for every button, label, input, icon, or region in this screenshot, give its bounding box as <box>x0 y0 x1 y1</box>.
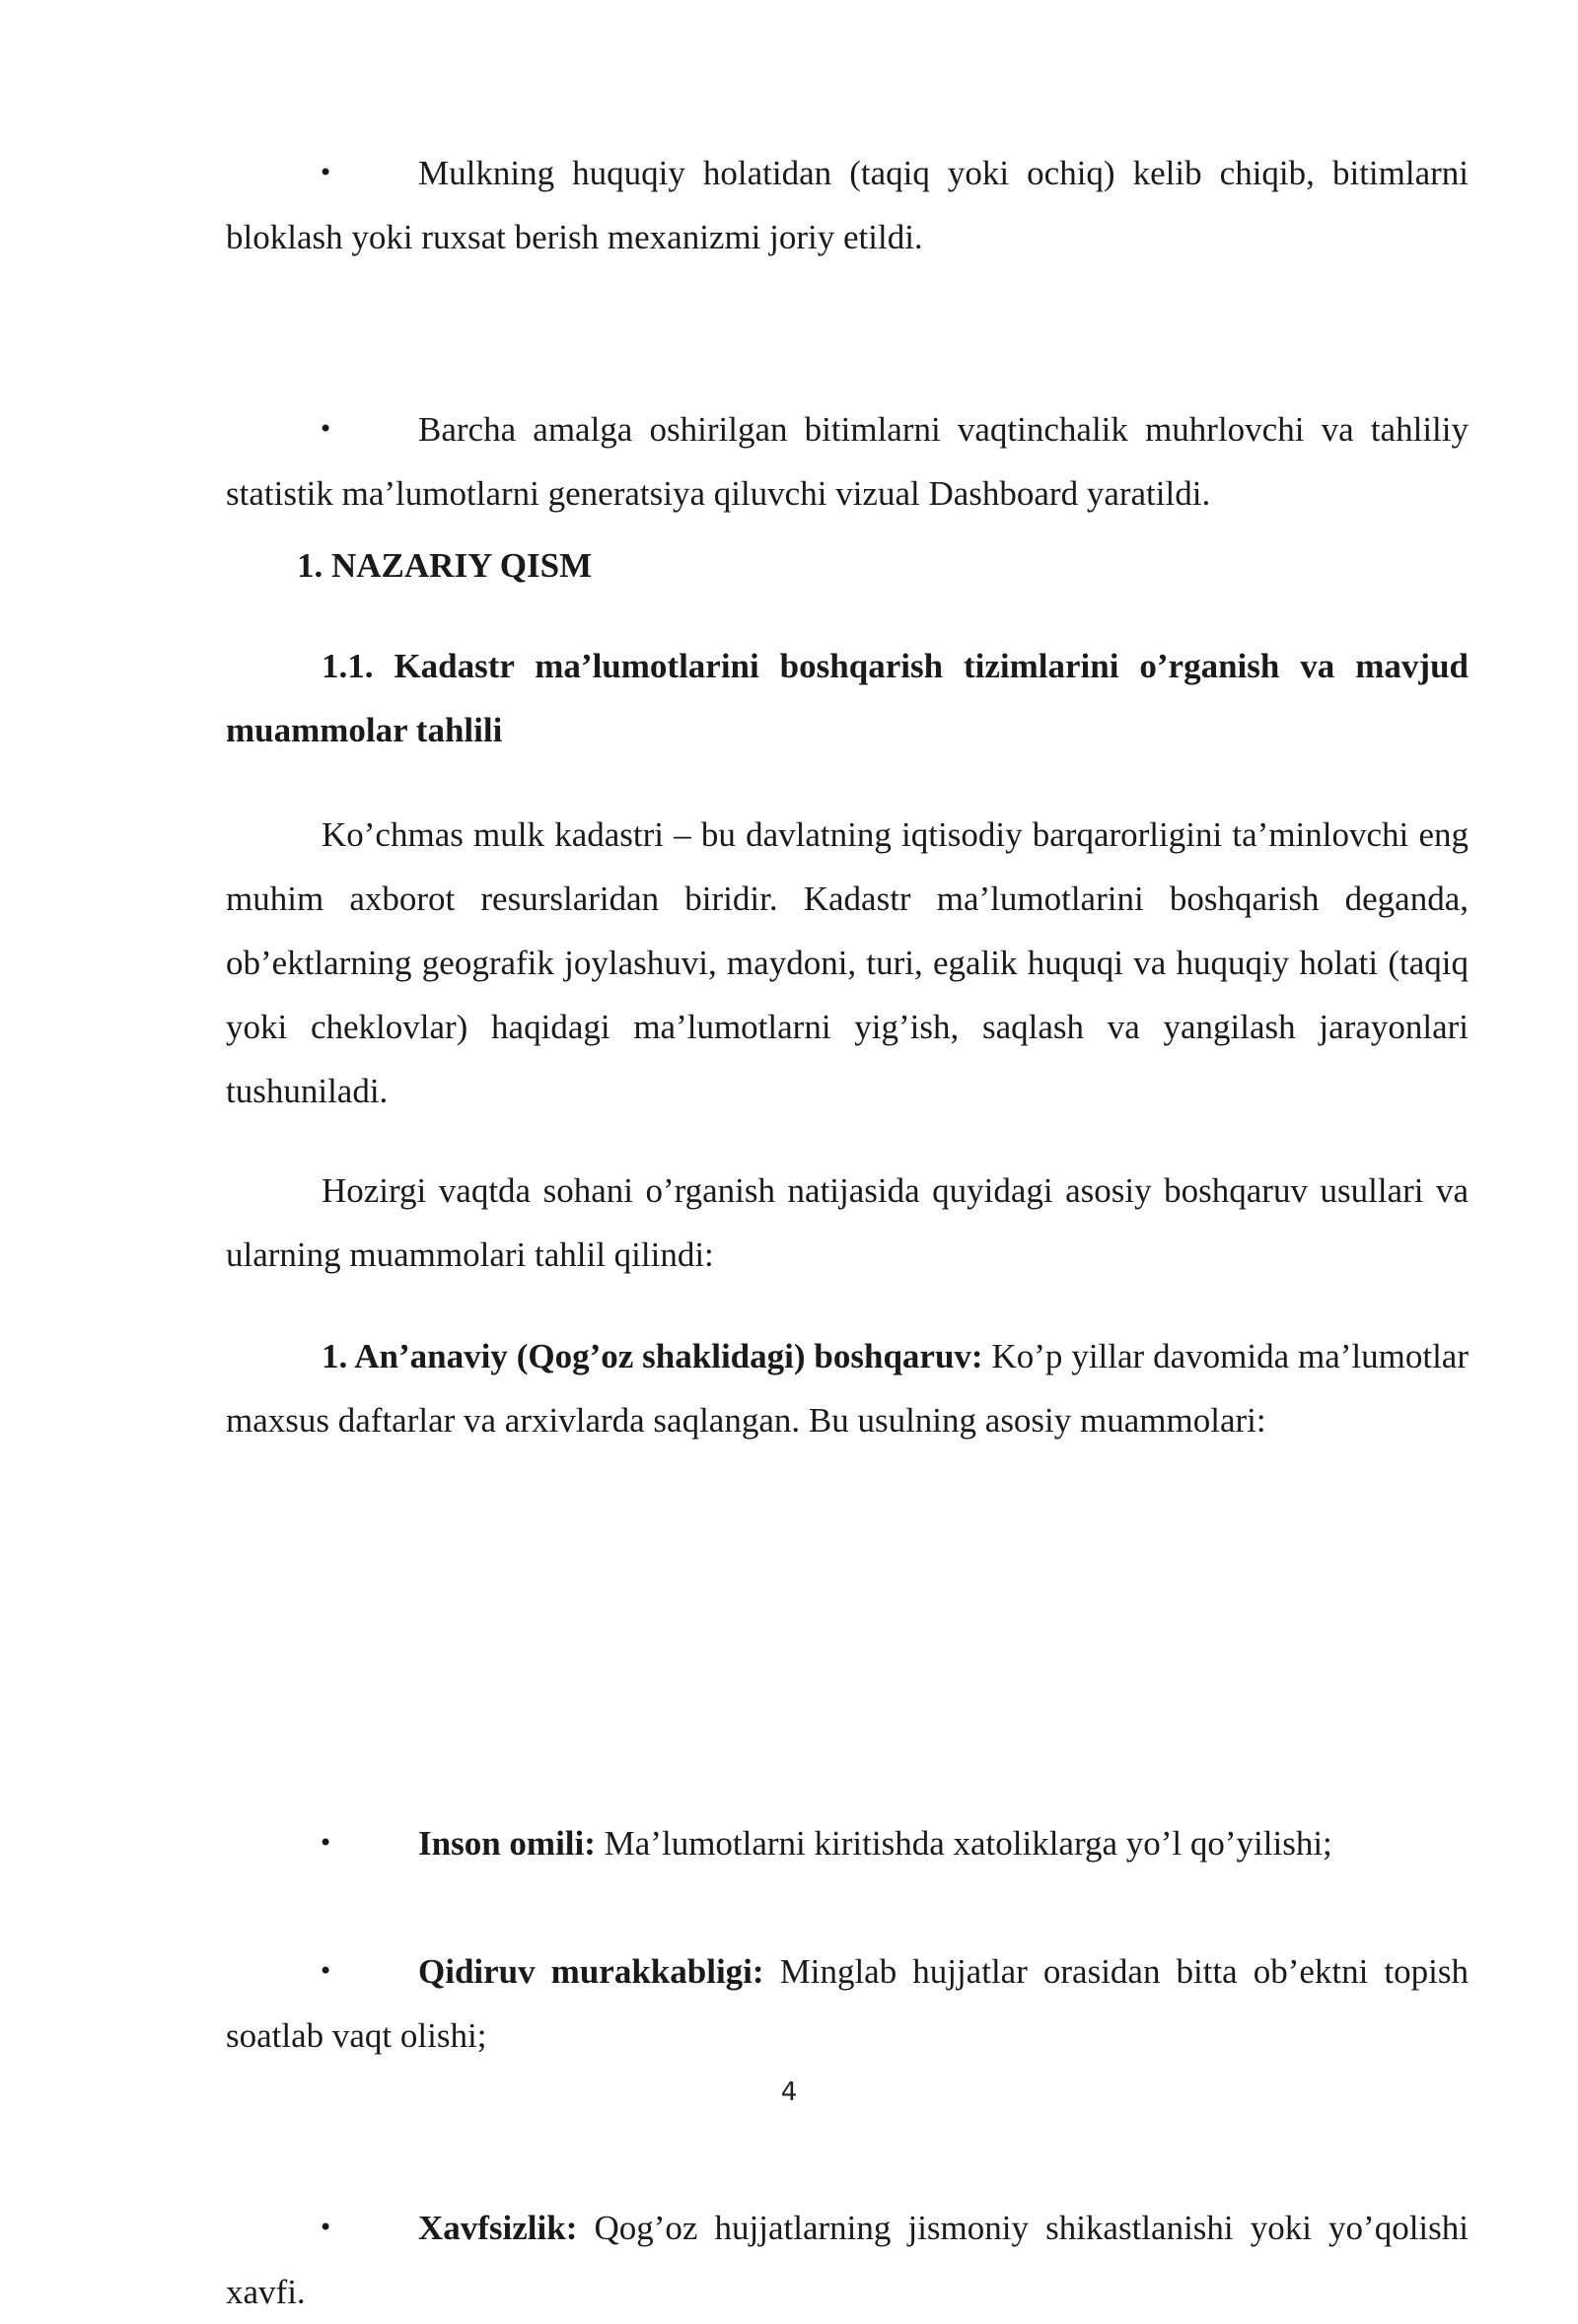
problem-term: Inson omili: <box>418 1824 596 1863</box>
section-heading: 1. NAZARIY QISM <box>297 546 593 585</box>
problem-item <box>226 1811 1469 1875</box>
bullet-icon: • <box>319 1829 333 1857</box>
problem-text: Qog’oz hujjatlarning jismoniy shikastlanishi yoki yo’qolishi xavfi. <box>226 2209 1469 2311</box>
problem-item <box>226 2196 1469 2324</box>
bullet-icon: • <box>319 415 333 443</box>
subsection-heading: 1.1. Kadastr ma’lumotlarini boshqarish tizimlarini o’rganish va mavjud muammolar tahlili <box>226 647 1469 749</box>
bullet-text: Barcha amalga oshirilgan bitimlarni vaqtinchalik muhrlovchi va tahliliy statistik ma’lumotlarni generatsiya qiluvchi vizual Dashboard yaratildi. <box>226 410 1469 513</box>
bullet-icon: • <box>319 1957 333 1985</box>
bullet-item <box>226 397 1469 526</box>
problem-item <box>226 1939 1469 2068</box>
bullet-item <box>226 141 1469 269</box>
bullet-icon: • <box>319 159 333 186</box>
numbered-item-text: Ko’p yillar davomida ma’lumotlar maxsus daftarlar va arxivlarda saqlangan. Bu usulning asosiy muammolari: <box>226 1337 1469 1440</box>
bullet-icon: • <box>319 2214 333 2241</box>
problem-term: Qidiruv murakkabligi: <box>418 1952 764 1991</box>
bullet-text: Mulkning huquqiy holatidan (taqiq yoki ochiq) kelib chiqib, bitimlarni bloklash yoki ruxsat berish mexanizmi joriy etildi. <box>226 154 1469 256</box>
problem-text: Ma’lumotlarni kiritishda xatoliklarga yo’l qo’yilishi; <box>595 1824 1332 1863</box>
problem-text: Minglab hujjatlar orasidan bitta ob’ektni topish soatlab vaqt olishi; <box>226 1952 1469 2055</box>
page-number: 4 <box>780 2078 798 2107</box>
problem-term: Xavfsizlik: <box>418 2209 578 2247</box>
numbered-item-title: 1. An’anaviy (Qog’oz shaklidagi) boshqaruv: <box>322 1337 983 1375</box>
paragraph: Hozirgi vaqtda sohani o’rganish natijasida quyidagi asosiy boshqaruv usullari va ularning muammolari tahlil qilindi: <box>226 1171 1469 1274</box>
paragraph: Ko’chmas mulk kadastri – bu davlatning iqtisodiy barqarorligini ta’minlovchi eng muhim axborot resurslaridan biridir. Kadastr ma’lumotlarini boshqarish deganda, ob’ektlarning geografik joylashuvi, maydoni, turi, egalik huquqi va huquqiy holati (taqiq yoki cheklovlar) haqidagi ma’lumotlarni yig’ish, saqlash va yangilash jarayonlari tushuniladi. <box>226 815 1469 1110</box>
numbered-item <box>226 1324 1469 1452</box>
